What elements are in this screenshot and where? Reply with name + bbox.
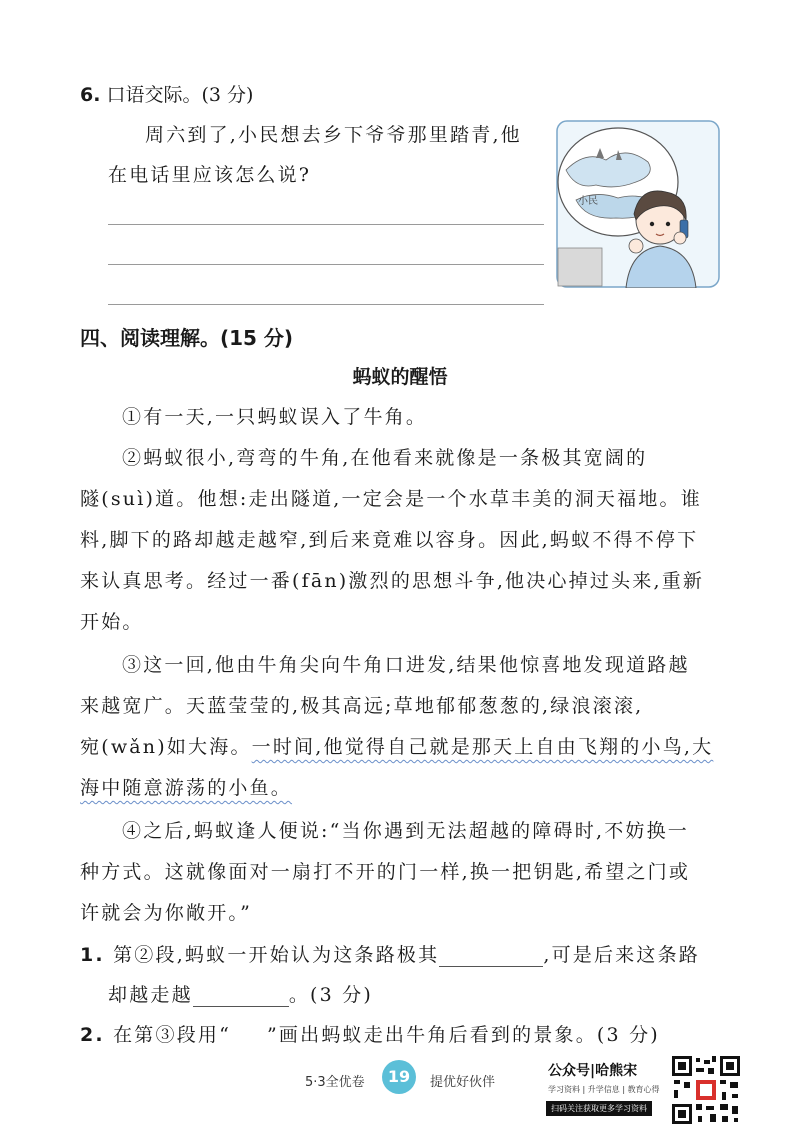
story-p2-line-4: 来认真思考。经过一番(fān)激烈的思想斗争,他决心掉过头来,重新: [80, 570, 705, 592]
footer-tag-1: 学习资料: [548, 1085, 580, 1094]
question-1: [80, 940, 700, 967]
footer-tag-2: 升学信息: [587, 1085, 620, 1094]
question-2-wavy-sample: [231, 1023, 267, 1041]
question-2-text-b: ”画出蚂蚁走出牛角后看到的景象。(3 分): [267, 1024, 660, 1046]
story-p3-line-4: [80, 773, 292, 800]
question-1-text-c: 却越走越: [108, 984, 193, 1006]
q6-prompt-line-1: 周六到了,小民想去乡下爷爷那里踏青,他: [145, 124, 522, 146]
story-p2-line-3: 料,脚下的路却越走越窄,到后来竟难以容身。因此,蚂蚁不得不停下: [80, 529, 699, 551]
story-p4-line-3: 许就会为你敞开。”: [80, 902, 253, 924]
footer-tags: 学习资料 | 升学信息 | 教育心得: [548, 1085, 660, 1094]
story-p3-line-2: 来越宽广。天蓝莹莹的,极其高远;草地郁郁葱葱的,绿浪滚滚,: [80, 695, 644, 717]
q6-title: [80, 80, 253, 107]
boy-on-phone-illustration: [556, 120, 720, 288]
footer-book-name: 5·3全优卷: [305, 1075, 365, 1090]
story-paragraph-1: ①有一天,一只蚂蚁误入了牛角。: [122, 406, 428, 428]
q6-answer-line-1[interactable]: [108, 224, 544, 225]
q6-number: 6.: [80, 84, 101, 106]
question-1-line-2: [108, 980, 373, 1007]
illustration-cloud-text: 小民: [578, 196, 598, 207]
page-number-badge: 19: [382, 1060, 416, 1094]
footer-brand: 公众号|哈熊宋: [548, 1063, 638, 1079]
wavy-underlined-text-1: 一时间,他觉得自己就是那天上自由飞翔的小鸟,大: [251, 736, 714, 758]
footer-slogan: 提优好伙伴: [430, 1075, 496, 1090]
story-p3-line-3: [80, 732, 713, 759]
story-p4-line-1: ④之后,蚂蚁逢人便说:“当你遇到无法超越的障碍时,不妨换一: [122, 820, 689, 842]
question-1-number: 1.: [80, 944, 105, 966]
story-p2-line-1: ②蚂蚁很小,弯弯的牛角,在他看来就像是一条极其宽阔的: [122, 447, 648, 469]
story-p2-line-2: 隧(suì)道。他想:走出隧道,一定会是一个水草丰美的洞天福地。谁: [80, 488, 702, 510]
q6-answer-line-2[interactable]: [108, 264, 544, 265]
story-p3-line-3-plain: 宛(wǎn)如大海。: [80, 736, 252, 758]
question-1-text-d: 。(3 分): [288, 984, 373, 1006]
question-1-text-a: 第②段,蚂蚁一开始认为这条路极其: [113, 944, 440, 966]
footer-tag-3: 教育心得: [627, 1085, 660, 1094]
section-4-heading: 四、阅读理解。(15 分): [80, 326, 294, 350]
question-2: [80, 1020, 660, 1047]
q6-title-text: 口语交际。(3 分): [106, 84, 254, 106]
story-p3-line-1: ③这一回,他由牛角尖向牛角口进发,结果他惊喜地发现道路越: [122, 654, 690, 676]
qr-caption: 扫码关注获取更多学习资料: [546, 1101, 652, 1116]
question-1-blank-1[interactable]: [439, 946, 543, 967]
story-p4-line-2: 种方式。这就像面对一扇打不开的门一样,换一把钥匙,希望之门或: [80, 861, 691, 883]
story-p2-line-5: 开始。: [80, 611, 144, 633]
question-2-number: 2.: [80, 1024, 105, 1046]
qr-code-icon[interactable]: [670, 1054, 742, 1126]
wavy-underlined-text-2: 海中随意游荡的小鱼。: [80, 777, 293, 799]
question-1-text-b: ,可是后来这条路: [543, 944, 700, 966]
story-title: 蚂蚁的醒悟: [352, 366, 448, 388]
question-2-text-a: 在第③段用“: [113, 1024, 232, 1046]
question-1-blank-2[interactable]: [193, 986, 289, 1007]
q6-answer-line-3[interactable]: [108, 304, 544, 305]
q6-prompt-line-2: 在电话里应该怎么说?: [108, 164, 312, 186]
